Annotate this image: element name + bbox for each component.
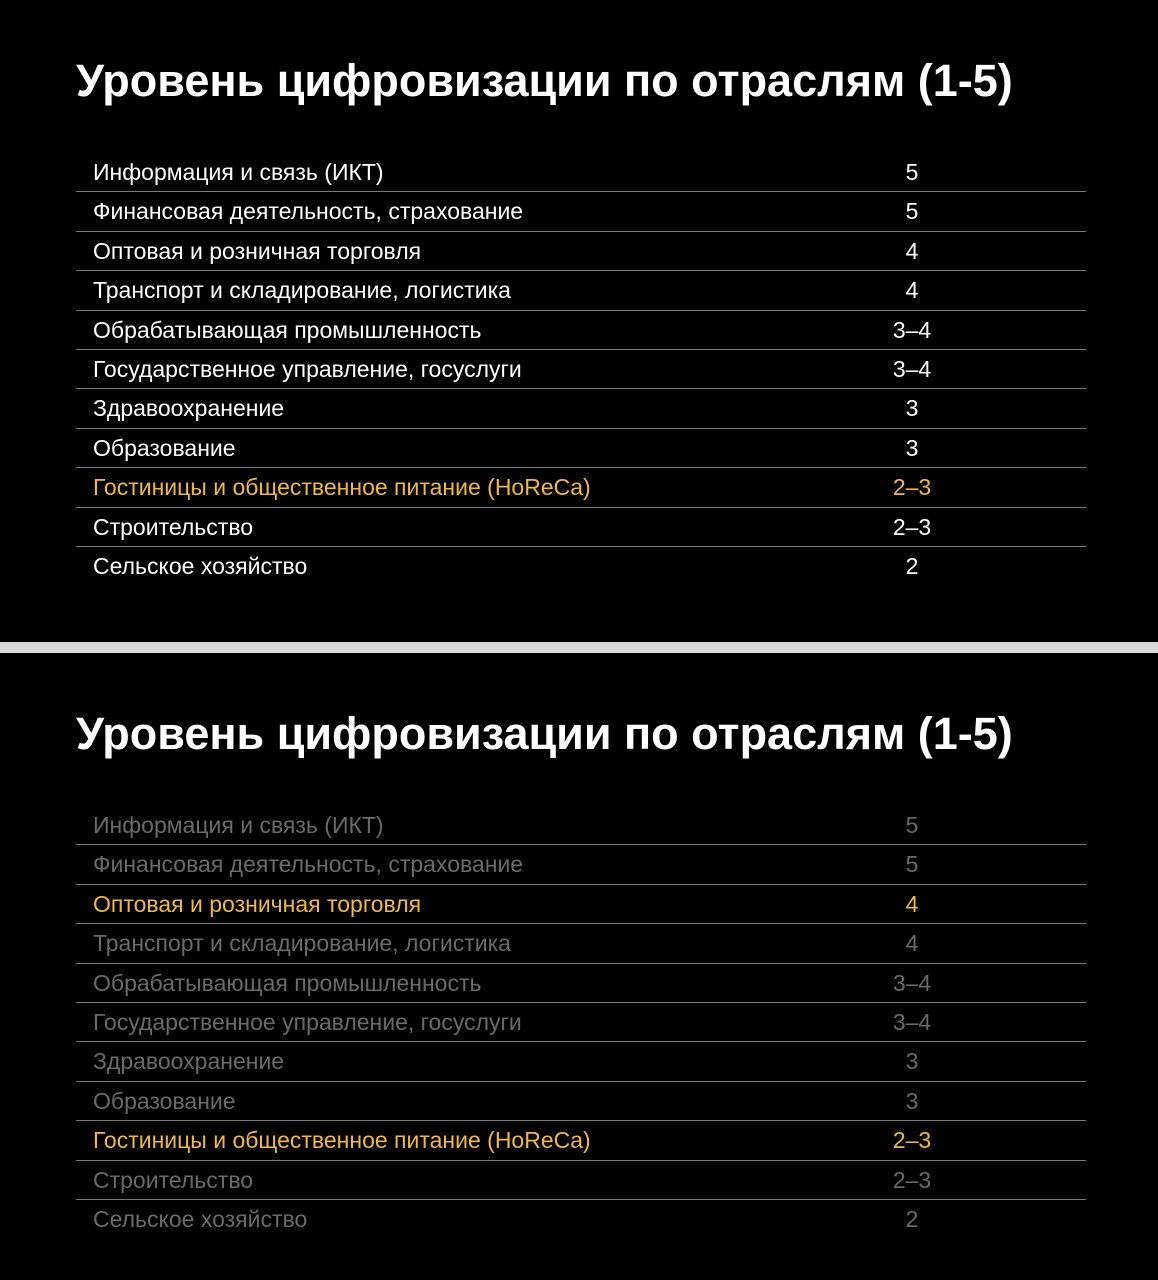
industry-label: Образование (93, 434, 236, 461)
table-row (76, 964, 1086, 1003)
score-value: 2–3 (892, 1166, 932, 1193)
slide-bottom (0, 653, 1158, 1280)
score-value: 5 (905, 159, 919, 185)
score-value: 3 (905, 395, 919, 422)
table-row (76, 806, 1086, 845)
industry-label: Сельское хозяйство (93, 552, 308, 579)
industry-label: Строительство (93, 1166, 254, 1193)
table-row (76, 271, 1086, 310)
industry-label: Обрабатывающая промышленность (93, 316, 482, 343)
table-row (76, 508, 1086, 547)
table-row (76, 1121, 1086, 1160)
table-row (76, 885, 1086, 924)
table-row (76, 232, 1086, 271)
score-value: 2–3 (892, 1127, 932, 1154)
score-value: 3–4 (892, 316, 932, 343)
score-value: 3 (905, 1048, 919, 1075)
table-row (76, 311, 1086, 350)
score-value: 4 (905, 237, 919, 264)
slide-title: Уровень цифровизации по отраслям (1-5) (76, 708, 1013, 759)
table-row (76, 547, 1086, 586)
slide-title: Уровень цифровизации по отраслям (1-5) (76, 55, 1013, 106)
table-row (76, 1200, 1086, 1239)
table-row (76, 350, 1086, 389)
table-row (76, 1042, 1086, 1081)
industry-label: Обрабатывающая промышленность (93, 969, 482, 996)
table-row (76, 1082, 1086, 1121)
score-value: 3 (905, 434, 919, 461)
industry-label: Транспорт и складирование, логистика (93, 930, 511, 957)
industry-label: Финансовая деятельность, страхование (93, 851, 524, 878)
industry-label: Информация и связь (ИКТ) (93, 812, 384, 838)
score-value: 3 (905, 1087, 919, 1114)
industry-label: Образование (93, 1087, 236, 1114)
score-value: 3–4 (892, 969, 932, 996)
score-value: 2 (905, 1205, 919, 1232)
score-value: 4 (905, 277, 919, 304)
industry-label: Оптовая и розничная торговля (93, 237, 422, 264)
table-row (76, 468, 1086, 507)
table-row (76, 389, 1086, 428)
score-value: 5 (905, 812, 919, 838)
score-value: 3–4 (892, 355, 932, 382)
table-row (76, 1161, 1086, 1200)
score-value: 4 (905, 930, 919, 957)
score-value: 2 (905, 552, 919, 579)
industry-label: Здравоохранение (93, 395, 285, 422)
industry-label: Гостиницы и общественное питание (HoReCa) (93, 1127, 591, 1154)
industry-label: Транспорт и складирование, логистика (93, 277, 511, 304)
table-row (76, 924, 1086, 963)
digitalization-table (76, 153, 1086, 586)
industry-label: Здравоохранение (93, 1048, 285, 1075)
score-value: 4 (905, 890, 919, 917)
score-value: 3–4 (892, 1008, 932, 1035)
industry-label: Государственное управление, госуслуги (93, 1008, 522, 1035)
table-row (76, 429, 1086, 468)
digitalization-table (76, 806, 1086, 1239)
industry-label: Гостиницы и общественное питание (HoReCa) (93, 474, 591, 501)
table-row (76, 845, 1086, 884)
slide-divider (0, 642, 1158, 653)
industry-label: Оптовая и розничная торговля (93, 890, 422, 917)
table-row (76, 153, 1086, 192)
industry-label: Сельское хозяйство (93, 1205, 308, 1232)
industry-label: Государственное управление, госуслуги (93, 355, 522, 382)
table-row (76, 192, 1086, 231)
industry-label: Строительство (93, 513, 254, 540)
score-value: 5 (905, 198, 919, 225)
table-row (76, 1003, 1086, 1042)
industry-label: Финансовая деятельность, страхование (93, 198, 524, 225)
score-value: 2–3 (892, 513, 932, 540)
score-value: 2–3 (892, 474, 932, 501)
industry-label: Информация и связь (ИКТ) (93, 159, 384, 185)
score-value: 5 (905, 851, 919, 878)
